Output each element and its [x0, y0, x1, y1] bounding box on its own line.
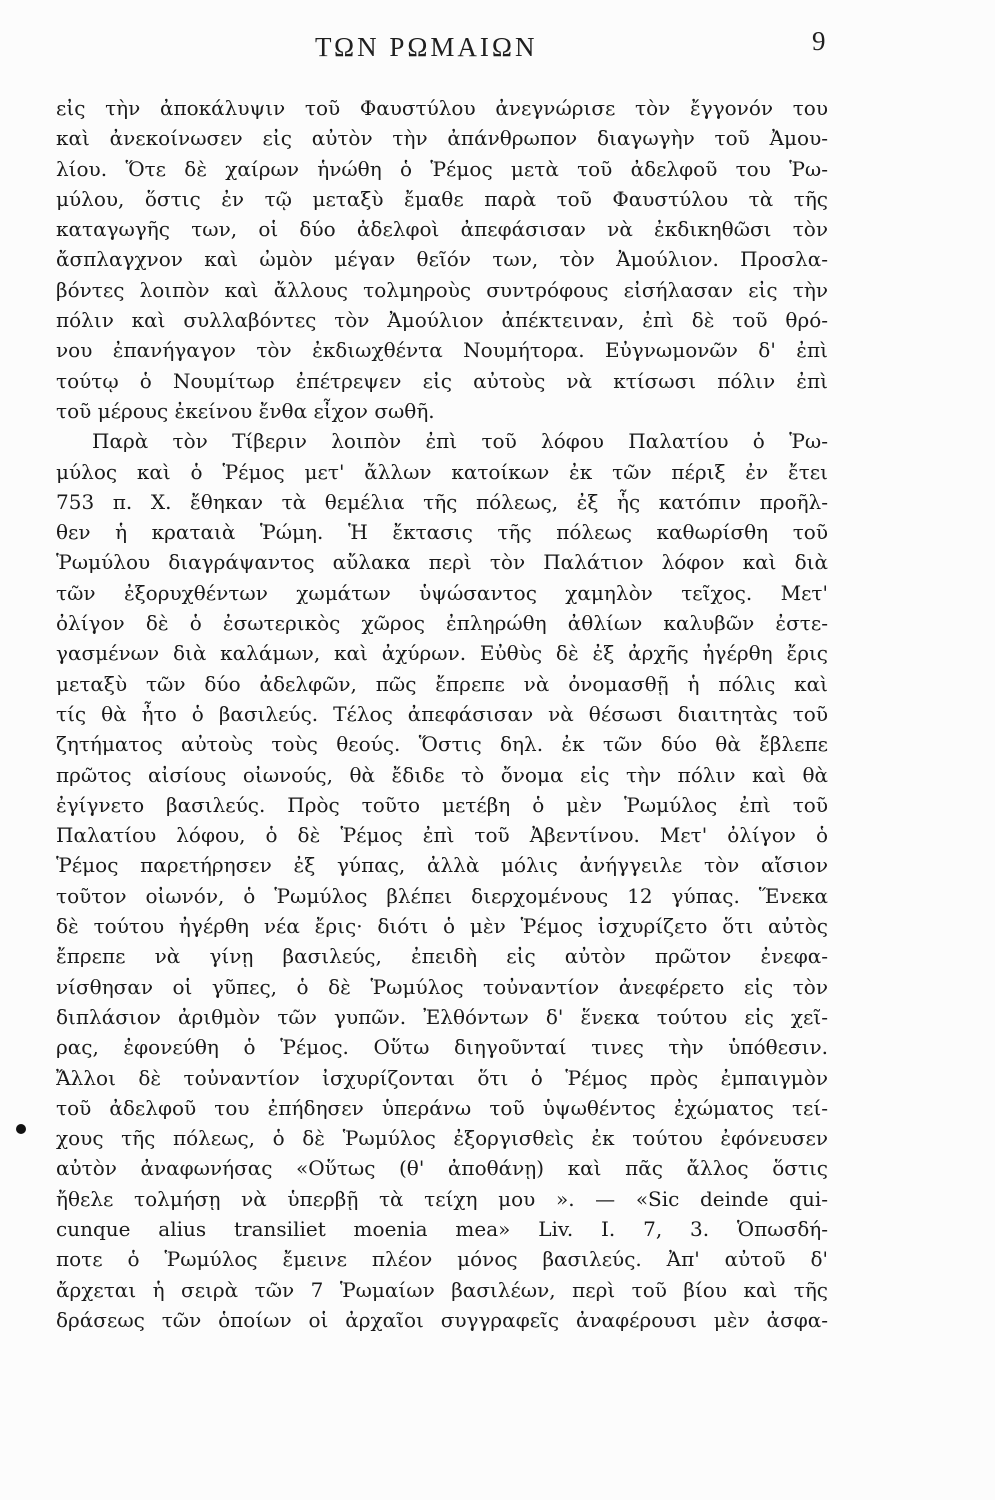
- text-line: τῶν ἐξορυχθέντων χωμάτων ὑψώσαντος χαμηλὸν τεῖχος. Μετ': [56, 580, 828, 605]
- text-line: Παλατίου λόφου, ὁ δὲ Ῥέμος ἐπὶ τοῦ Ἀβεντίνου. Μετ' ὀλίγον ὁ: [56, 823, 828, 848]
- text-line: πρῶτος αἰσίους οἰωνούς, θὰ ἔδιδε τὸ ὄνομα εἰς τὴν πόλιν καὶ θὰ: [56, 762, 828, 787]
- margin-dot: [16, 1124, 26, 1134]
- text-line: δράσεως τῶν ὁποίων οἱ ἀρχαῖοι συγγραφεῖς ἀναφέρουσι μὲν ἀσφα-: [56, 1307, 828, 1332]
- text-line: χους τῆς πόλεως, ὁ δὲ Ῥωμύλος ἐξοργισθεὶς ἐκ τούτου ἐφόνευσεν: [56, 1126, 828, 1151]
- text-line: διπλάσιον ἀριθμὸν τῶν γυπῶν. Ἐλθόντων δ' ἕνεκα τούτου εἰς χεῖ-: [56, 1004, 828, 1029]
- text-line: ἄσπλαγχνον καὶ ὠμὸν μέγαν θεῖόν των, τὸν Ἀμούλιον. Προσλα-: [56, 247, 828, 272]
- text-line: θεν ἡ κραταιὰ Ῥώμη. Ἡ ἔκτασις τῆς πόλεως καθωρίσθη τοῦ: [56, 520, 828, 545]
- text-line: ἤθελε τολμήσῃ νὰ ὑπερβῇ τὰ τείχη μου ». — «Sic deinde qui-: [56, 1186, 828, 1211]
- text-line: 753 π. Χ. ἔθηκαν τὰ θεμέλια τῆς πόλεως, ἐξ ἧς κατόπιν προῆλ-: [56, 489, 828, 514]
- text-line: μεταξὺ τῶν δύο ἀδελφῶν, πῶς ἔπρεπε νὰ ὀνομασθῇ ἡ πόλις καὶ: [56, 671, 828, 696]
- text-line: Ἄλλοι δὲ τοὐναντίον ἰσχυρίζονται ὅτι ὁ Ῥέμος πρὸς ἐμπαιγμὸν: [56, 1065, 828, 1090]
- text-line: καὶ ἀνεκοίνωσεν εἰς αὐτὸν τὴν ἀπάνθρωπον διαγωγὴν τοῦ Ἀμου-: [56, 126, 828, 151]
- page-number: 9: [812, 26, 826, 56]
- text-line: τοῦ μέρους ἐκείνου ἔνθα εἶχον σωθῆ.: [56, 398, 435, 423]
- text-line: ἐγίγνετο βασιλεύς. Πρὸς τοῦτο μετέβη ὁ μὲν Ῥωμύλος ἐπὶ τοῦ: [56, 792, 828, 817]
- text-line: τοῦτον οἰωνόν, ὁ Ῥωμύλος βλέπει διερχομένους 12 γύπας. Ἕνεκα: [56, 883, 828, 908]
- text-line: δὲ τούτου ἠγέρθη νέα ἔρις· διότι ὁ μὲν Ῥέμος ἰσχυρίζετο ὅτι αὐτὸς: [56, 914, 828, 939]
- paragraph-start-line: Παρὰ τὸν Τίβεριν λοιπὸν ἐπὶ τοῦ λόφου Παλατίου ὁ Ῥω-: [92, 429, 828, 454]
- text-line: τίς θὰ ἦτο ὁ βασιλεύς. Τέλος ἀπεφάσισαν νὰ θέσωσι διαιτητὰς τοῦ: [56, 701, 828, 726]
- text-line: αὐτὸν ἀναφωνήσας «Οὕτως (θ' ἀποθάνῃ) καὶ πᾶς ἄλλος ὅστις: [56, 1156, 828, 1181]
- text-line: μύλου, ὅστις ἐν τῷ μεταξὺ ἔμαθε παρὰ τοῦ Φαυστύλου τὰ τῆς: [56, 186, 828, 211]
- text-line: νου ἐπανήγαγον τὸν ἐκδιωχθέντα Νουμήτορα. Εὐγνωμονῶν δ' ἐπὶ: [56, 338, 828, 363]
- text-line: ὀλίγον δὲ ὁ ἐσωτερικὸς χῶρος ἐπληρώθη ἀθλίων καλυβῶν ἐστε-: [56, 611, 828, 636]
- text-line: Ῥέμος παρετήρησεν ἐξ γύπας, ἀλλὰ μόλις ἀνήγγειλε τὸν αἴσιον: [56, 853, 828, 878]
- text-line: ἔπρεπε νὰ γίνῃ βασιλεύς, ἐπειδὴ εἰς αὐτὸν πρῶτον ἐνεφα-: [56, 944, 828, 969]
- text-line: ποτε ὁ Ῥωμύλος ἔμεινε πλέον μόνος βασιλεύς. Ἀπ' αὐτοῦ δ': [56, 1247, 828, 1272]
- text-line: μύλος καὶ ὁ Ῥέμος μετ' ἄλλων κατοίκων ἐκ τῶν πέριξ ἐν ἔτει: [56, 459, 828, 484]
- text-line: νίσθησαν οἱ γῦπες, ὁ δὲ Ῥωμύλος τοὐναντίον ἀνεφέρετο εἰς τὸν: [56, 974, 828, 999]
- text-line: τοῦ ἀδελφοῦ του ἐπήδησεν ὑπεράνω τοῦ ὑψωθέντος ἐχώματος τεί-: [56, 1095, 828, 1120]
- text-line: πόλιν καὶ συλλαβόντες τὸν Ἀμούλιον ἀπέκτειναν, ἐπὶ δὲ τοῦ θρό-: [56, 308, 828, 333]
- running-head: ΤΩΝ ΡΩΜΑΙΩΝ: [315, 32, 538, 62]
- text-line: γασμένων διὰ καλάμων, καὶ ἀχύρων. Εὐθὺς δὲ ἐξ ἀρχῆς ἠγέρθη ἔρις: [56, 641, 828, 666]
- text-line: εἰς τὴν ἀποκάλυψιν τοῦ Φαυστύλου ἀνεγνώρισε τὸν ἔγγονόν του: [56, 96, 828, 120]
- body-text: [56, 93, 828, 1335]
- text-line: cunque alius transiliet moenia mea» Liv. I. 7, 3. Ὁπωσδή-: [56, 1216, 828, 1241]
- text-line: τούτῳ ὁ Νουμίτωρ ἐπέτρεψεν εἰς αὐτοὺς νὰ κτίσωσι πόλιν ἐπὶ: [56, 368, 828, 393]
- text-line: βόντες λοιπὸν καὶ ἄλλους τολμηροὺς συντρόφους εἰσήλασαν εἰς τὴν: [56, 277, 828, 302]
- text-line: Ῥωμύλου διαγράψαντος αὔλακα περὶ τὸν Παλάτιον λόφον καὶ διὰ: [56, 550, 828, 575]
- text-line: ζητήματος αὐτοὺς τοὺς θεούς. Ὅστις δηλ. ἐκ τῶν δύο θὰ ἔβλεπε: [56, 732, 828, 757]
- text-line: καταγωγῆς των, οἱ δύο ἀδελφοὶ ἀπεφάσισαν νὰ ἐκδικηθῶσι τὸν: [56, 217, 828, 242]
- text-line: λίου. Ὅτε δὲ χαίρων ἡνώθη ὁ Ῥέμος μετὰ τοῦ ἀδελφοῦ του Ῥω-: [56, 156, 828, 181]
- text-line: ρας, ἐφονεύθη ὁ Ῥέμος. Οὕτω διηγοῦνταί τινες τὴν ὑπόθεσιν.: [56, 1035, 828, 1060]
- text-line: ἄρχεται ἡ σειρὰ τῶν 7 Ῥωμαίων βασιλέων, περὶ τοῦ βίου καὶ τῆς: [56, 1277, 828, 1302]
